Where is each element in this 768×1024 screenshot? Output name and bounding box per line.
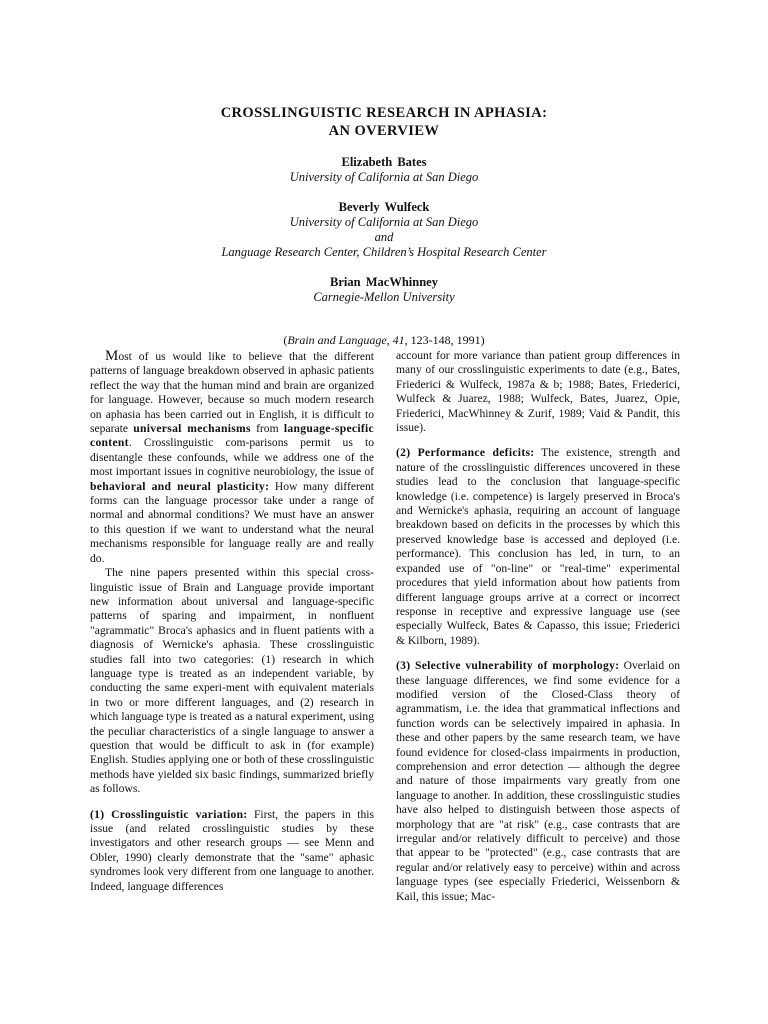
intro-text-3: . Crosslinguistic com-parisons permit us to disentangle these confounds, while we address one of the most important issues in cognitive neurobiology, the issue of bbox=[90, 436, 374, 479]
title-line-2: AN OVERVIEW bbox=[328, 123, 440, 139]
drop-cap: M bbox=[105, 348, 119, 364]
citation-rest: 123-148, 1991) bbox=[407, 333, 485, 347]
author-name: Beverly Wulfeck bbox=[338, 200, 430, 214]
keyword-universal-mechanisms: universal mechanisms bbox=[133, 422, 251, 436]
body-columns bbox=[90, 349, 680, 904]
author-1 bbox=[0, 155, 768, 185]
paper-title bbox=[0, 104, 768, 140]
section-performance-deficits bbox=[396, 446, 680, 648]
author-affiliation: University of California at San Diego bbox=[289, 215, 479, 229]
section-crosslinguistic-variation bbox=[90, 808, 374, 894]
intro-text-2: from bbox=[250, 422, 284, 436]
author-affiliation: Carnegie-Mellon University bbox=[313, 290, 455, 304]
citation bbox=[0, 333, 768, 348]
section-text: The existence, strength and nature of the crosslinguistic differences uncovered in these studies lead to the conclusion that language-specific knowledge (i.e. competence) is largely preserved in Broca's and Wernicke's aphasia, requiring an account of language breakdown based on deficits in the processes by which this preserved knowledge base is accessed and deployed (i.e. performance). This conclusion has led, in turn, to an expanded use of "on-line" or "real-time" experimental procedures that yield information about how patients from different language groups arrive at a correct or incorrect response in receptive and expressive language use (see especially Wulfeck, Bates & Capasso, this issue; Friederici & Kilborn, 1989). bbox=[396, 446, 680, 647]
paper-header bbox=[0, 104, 768, 348]
author-name: Brian MacWhinney bbox=[330, 275, 438, 289]
body-paragraph-2: The nine papers presented within this special cross-linguistic issue of Brain and Language provide important new information about universal and language-specific patterns of sparing and impairment, in nonfluent "agrammatic" Broca's aphasics and in fluent patients with a diagnosis of Wernicke's aphasia. These crosslinguistic studies fall into two categories: (1) research in which language type is treated as an independent variable, by conducting the same experi-ment with equivalent materials in two or more different languages, and (2) research in which language type is treated as a natural experiment, using the peculiar characteristics of a single language to answer a question that would be difficult to ask in (for example) English. Studies applying one or both of these crosslinguistic methods have yielded six basic findings, summarized briefly as follows. bbox=[90, 566, 374, 796]
keyword-language-specific-content: language-specific content bbox=[90, 422, 374, 450]
left-column bbox=[90, 349, 374, 904]
section-heading: (3) Selective vulnerability of morphology: bbox=[396, 659, 620, 673]
citation-journal: Brain and Language, 41, bbox=[287, 333, 408, 347]
right-column bbox=[396, 349, 680, 904]
intro-paragraph bbox=[90, 349, 374, 566]
author-3 bbox=[0, 275, 768, 305]
continued-paragraph: account for more variance than patient group differences in many of our crosslinguistic experiments to date (e.g., Bates, Friederici & Wulfeck, 1987a & b; 1988; Bates, Friederici, Wulfeck & Juarez, 1988; Wulfeck, Bates, Juarez, Opie, Friederici, MacWhinney & Zurif, 1989; Vaid & Pandit, this issue). bbox=[396, 349, 680, 435]
author-affiliation: University of California at San Diego bbox=[289, 170, 479, 184]
title-line-1: CROSSLINGUISTIC RESEARCH IN APHASIA: bbox=[220, 105, 548, 121]
author-2 bbox=[0, 200, 768, 260]
affiliation-conjunction: and bbox=[374, 230, 394, 244]
keyword-plasticity: behavioral and neural plasticity: bbox=[90, 479, 270, 493]
section-text: Overlaid on these language differences, we find some evidence for a modified version of the Closed-Class theory of agrammatism, i.e. the idea that grammatical inflections and function words can be selectively impaired in aphasia. In these and other papers by the same research team, we have found evidence for closed-class impairments in production, comprehension and error detection — although the degree and nature of those impairments vary greatly from one language to another. In addition, these crosslinguistic studies have also helped to distinguish between those aspects of morphology that are "at risk" (e.g., case contrasts that are irregular and/or relatively difficult to perceive) and those that appear to be "protected" (e.g., case contrasts that are regular and/or relatively easy to perceive) within and across language types (see especially Friederici, Weissenborn & Kail, this issue; Mac- bbox=[396, 659, 680, 903]
section-heading: (2) Performance deficits: bbox=[396, 446, 535, 460]
author-affiliation-2: Language Research Center, Children’s Hospital Research Center bbox=[221, 245, 547, 259]
author-name: Elizabeth Bates bbox=[341, 155, 427, 169]
citation-open: ( bbox=[283, 333, 288, 347]
section-heading: (1) Crosslinguistic variation: bbox=[90, 807, 248, 821]
section-selective-vulnerability bbox=[396, 659, 680, 904]
intro-text-4: How many different forms can the language processor take under a range of normal and abnormal conditions? We must have an answer to this question if we want to understand what the neural mechanisms responsible for language really are and really do. bbox=[90, 479, 374, 565]
section-text: First, the papers in this issue (and related crosslinguistic studies by these investigators and other research groups — see Menn and Obler, 1990) clearly demonstrate that the "same" aphasic syndromes look very different from one language to another. Indeed, language differences bbox=[90, 807, 374, 893]
intro-text-1: ost of us would like to believe that the different patterns of language breakdown observed in aphasic patients reflect the way that the human mind and brain are organized for language. However, because so much modern research on aphasia has been carried out in English, it is difficult to separate bbox=[90, 350, 374, 436]
